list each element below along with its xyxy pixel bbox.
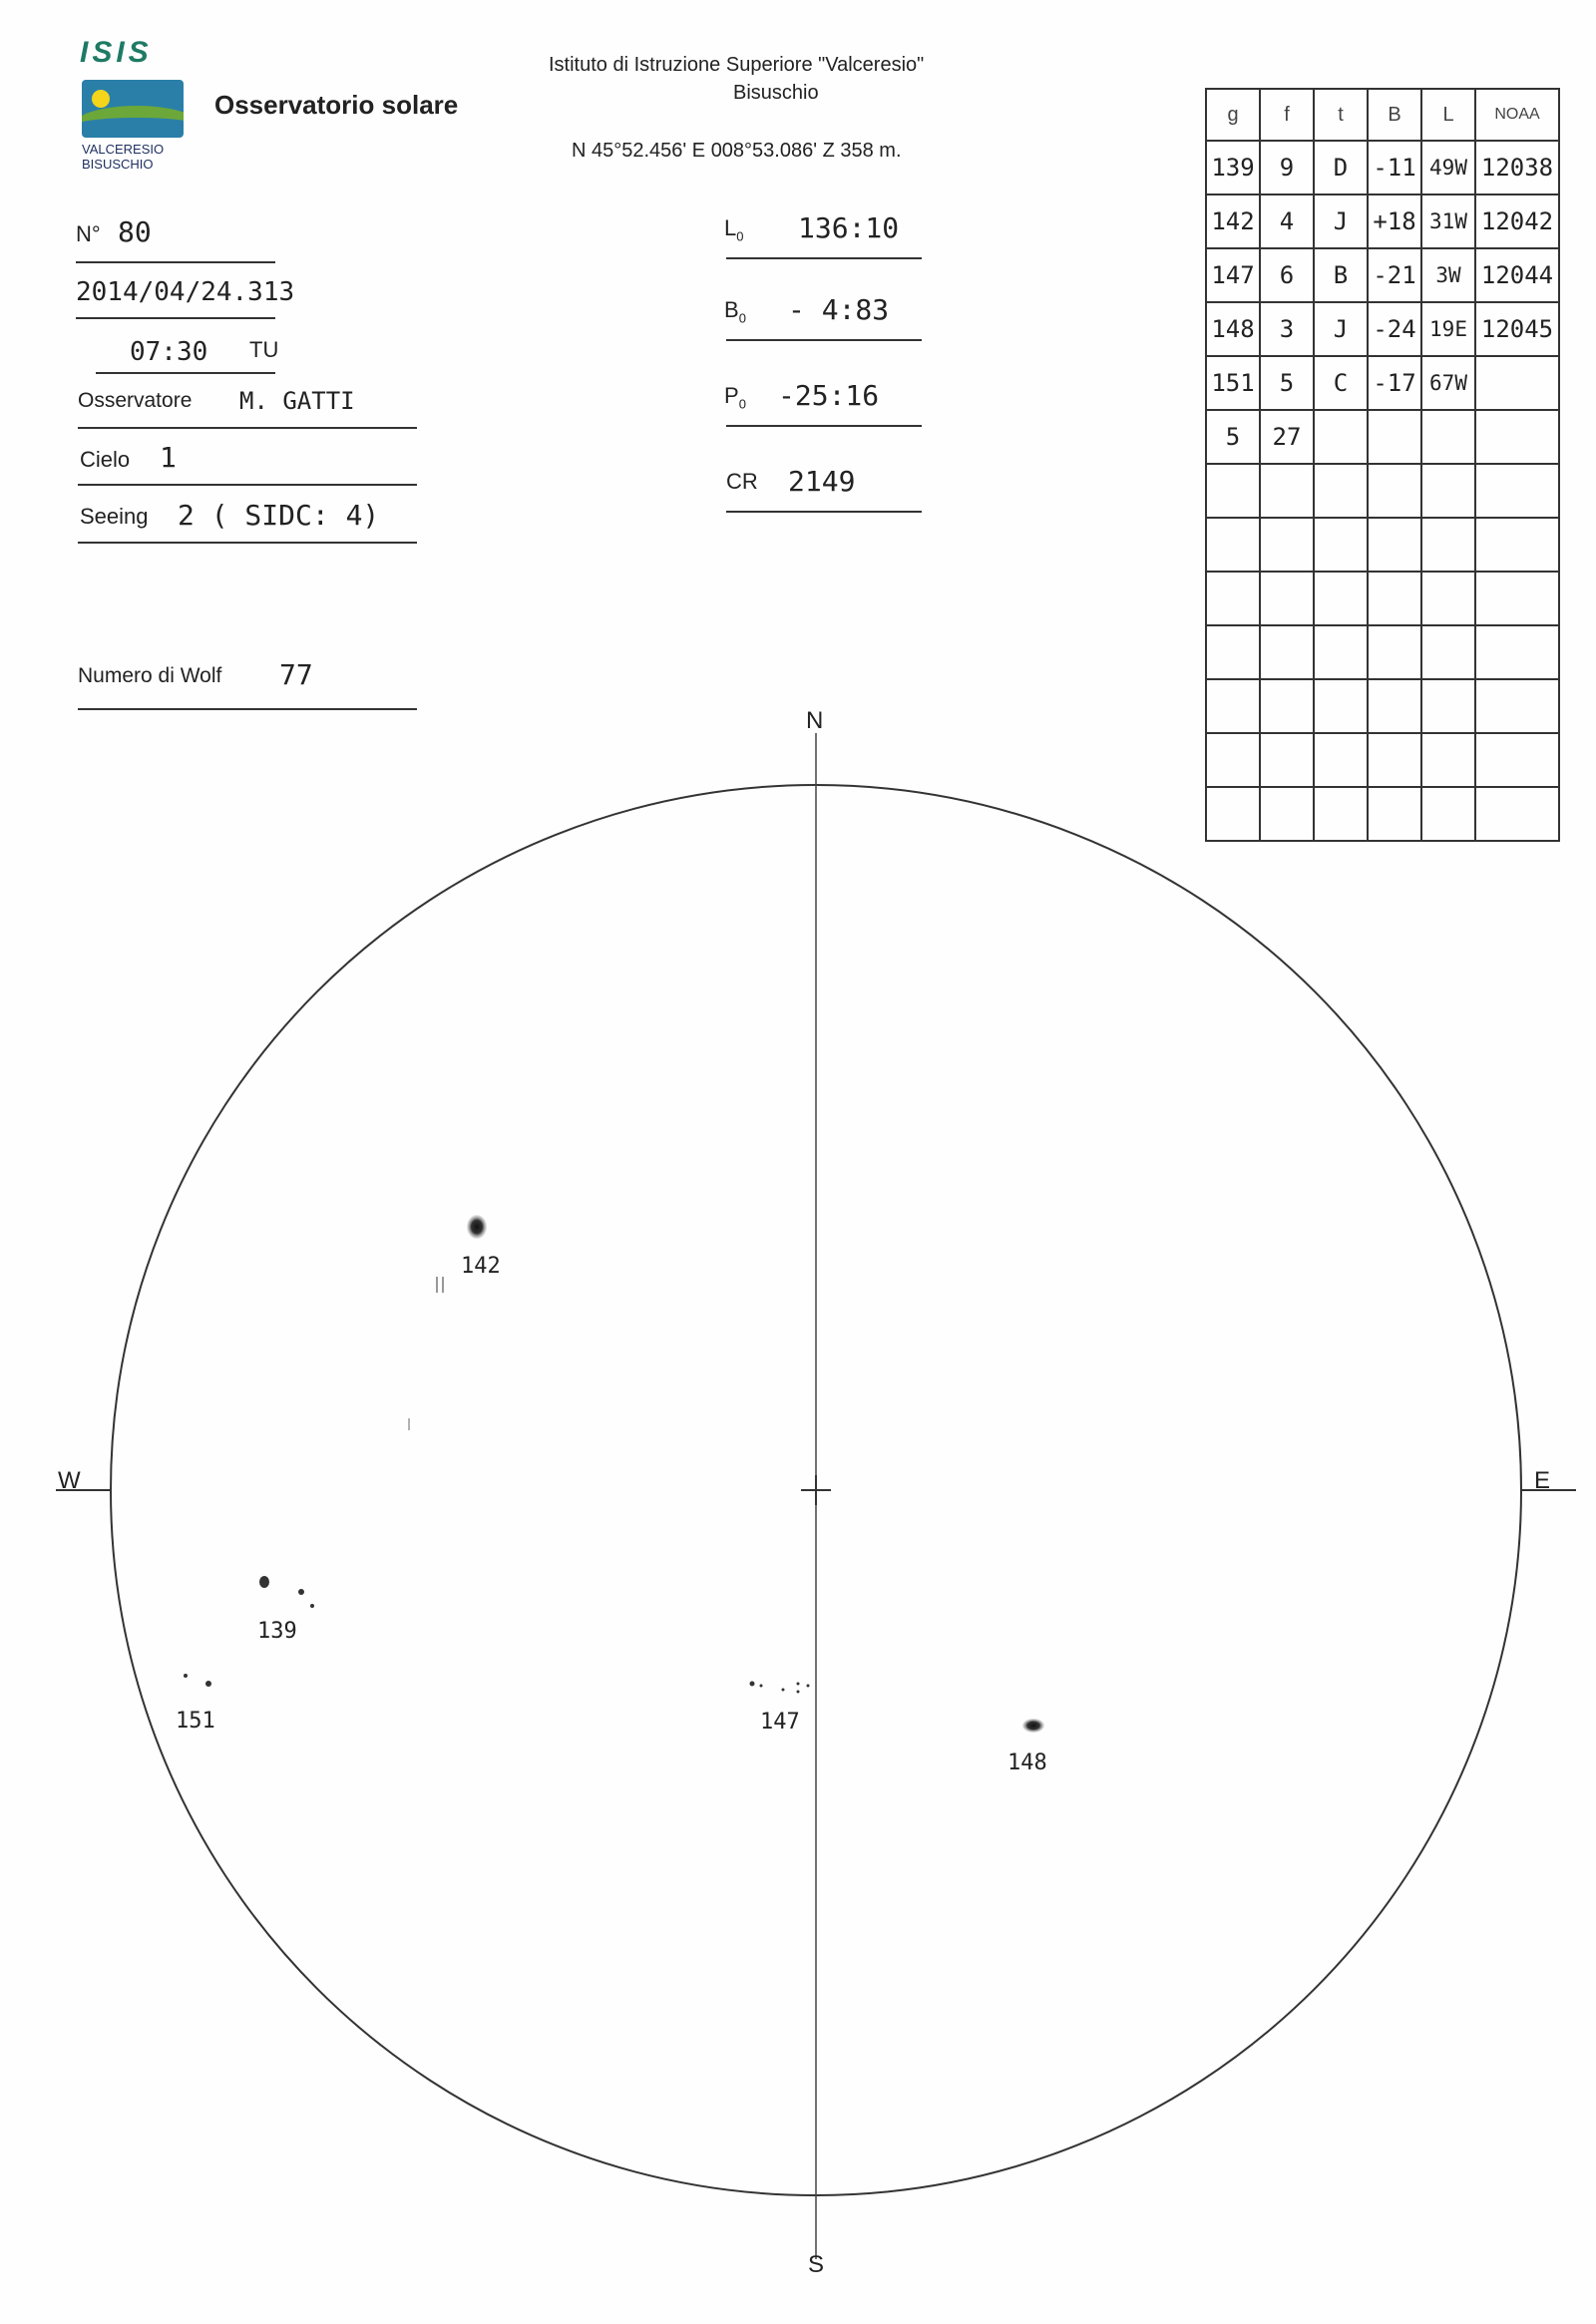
- L0-value: 136:10: [798, 211, 900, 244]
- time-value: 07:30: [130, 337, 208, 367]
- sunspot-151-b: [205, 1681, 211, 1687]
- cell-f: 6: [1260, 248, 1314, 302]
- institute-name: Istituto di Istruzione Superiore "Valceresio": [549, 54, 925, 76]
- sunspot-151-a: [184, 1674, 188, 1678]
- cell-t: J: [1314, 194, 1368, 248]
- cell-L: 3W: [1421, 248, 1475, 302]
- cell-g: 147: [1206, 248, 1260, 302]
- CR-value: 2149: [788, 465, 856, 498]
- CR-label: CR: [726, 469, 758, 494]
- time-unit: TU: [249, 337, 279, 362]
- cell-L: 49W: [1421, 141, 1475, 194]
- seeing-label: Seeing: [80, 504, 149, 529]
- observatory-title: Osservatorio solare: [214, 90, 459, 120]
- east-label: E: [1534, 1467, 1551, 1494]
- wolf-value: 77: [279, 658, 313, 691]
- date-value: 2014/04/24.313: [76, 277, 295, 307]
- cell-g: 151: [1206, 356, 1260, 410]
- group-label-147: 147: [760, 1710, 800, 1735]
- cell-B: -11: [1368, 141, 1421, 194]
- col-t: t: [1314, 89, 1368, 141]
- cell-g: 142: [1206, 194, 1260, 248]
- cell-f: 3: [1260, 302, 1314, 356]
- institute-town: Bisuschio: [733, 82, 819, 104]
- cell-f: 9: [1260, 141, 1314, 194]
- west-label: W: [58, 1467, 81, 1494]
- cell-f: 27: [1260, 410, 1314, 464]
- col-B: B: [1368, 89, 1421, 141]
- cell-f: 5: [1260, 356, 1314, 410]
- col-g: g: [1206, 89, 1260, 141]
- group-label-142: 142: [461, 1254, 501, 1279]
- L0-label: $L_0$: [724, 215, 744, 244]
- cell-NOAA: 12042: [1475, 194, 1559, 248]
- observer-value: M. GATTI: [239, 387, 355, 415]
- cell-B: -17: [1368, 356, 1421, 410]
- sunspot-139-b: [298, 1589, 304, 1595]
- cell-NOAA: 12044: [1475, 248, 1559, 302]
- sunspot-142-main: [467, 1215, 487, 1239]
- sunspot-147-b: [760, 1685, 763, 1688]
- sky-value: 1: [160, 441, 177, 474]
- cell-L: 19E: [1421, 302, 1475, 356]
- P0-value: -25:16: [778, 379, 880, 412]
- sunspot-147-c: [782, 1689, 785, 1692]
- col-f: f: [1260, 89, 1314, 141]
- cell-B: -24: [1368, 302, 1421, 356]
- observatory-coordinates: N 45°52.456' E 008°53.086' Z 358 m.: [572, 140, 902, 162]
- sunspot-147-d: [797, 1683, 800, 1686]
- cell-NOAA: 12038: [1475, 141, 1559, 194]
- cell-L: 31W: [1421, 194, 1475, 248]
- col-NOAA: NOAA: [1475, 89, 1559, 141]
- sky-label: Cielo: [80, 447, 131, 472]
- sunspot-139-a: [259, 1576, 269, 1588]
- group-label-148: 148: [1007, 1750, 1047, 1775]
- group-label-151: 151: [176, 1709, 215, 1734]
- number-value: 80: [118, 215, 152, 248]
- cell-f: 4: [1260, 194, 1314, 248]
- col-L: L: [1421, 89, 1475, 141]
- observer-label: Osservatore: [78, 389, 193, 412]
- cell-g: 5: [1206, 410, 1260, 464]
- cell-B: +18: [1368, 194, 1421, 248]
- sunspot-148-main: [1022, 1719, 1044, 1733]
- south-label: S: [808, 2251, 825, 2278]
- B0-label: $B_0$: [724, 297, 746, 326]
- sunspot-147-e: [797, 1691, 800, 1694]
- sunspot-147-f: [807, 1685, 810, 1688]
- sunspot-147-a: [750, 1682, 755, 1687]
- B0-value: - 4:83: [788, 293, 890, 326]
- cell-t: D: [1314, 141, 1368, 194]
- cell-g: 139: [1206, 141, 1260, 194]
- seeing-value: 2 ( SIDC: 4): [178, 499, 380, 532]
- cell-t: C: [1314, 356, 1368, 410]
- cell-NOAA: 12045: [1475, 302, 1559, 356]
- cell-B: -21: [1368, 248, 1421, 302]
- cell-g: 148: [1206, 302, 1260, 356]
- cell-L: 67W: [1421, 356, 1475, 410]
- north-label: N: [806, 707, 824, 734]
- number-label: N°: [76, 221, 101, 246]
- logo-subtitle-2: BISUSCHIO: [82, 157, 154, 172]
- cell-t: B: [1314, 248, 1368, 302]
- P0-label: $P_0$: [724, 383, 746, 412]
- sunspot-139-c: [310, 1604, 314, 1608]
- logo-text: ISIS: [80, 36, 153, 69]
- group-label-139: 139: [257, 1619, 297, 1644]
- wolf-label: Numero di Wolf: [78, 664, 222, 687]
- logo-subtitle-1: VALCERESIO: [82, 142, 165, 157]
- cell-t: J: [1314, 302, 1368, 356]
